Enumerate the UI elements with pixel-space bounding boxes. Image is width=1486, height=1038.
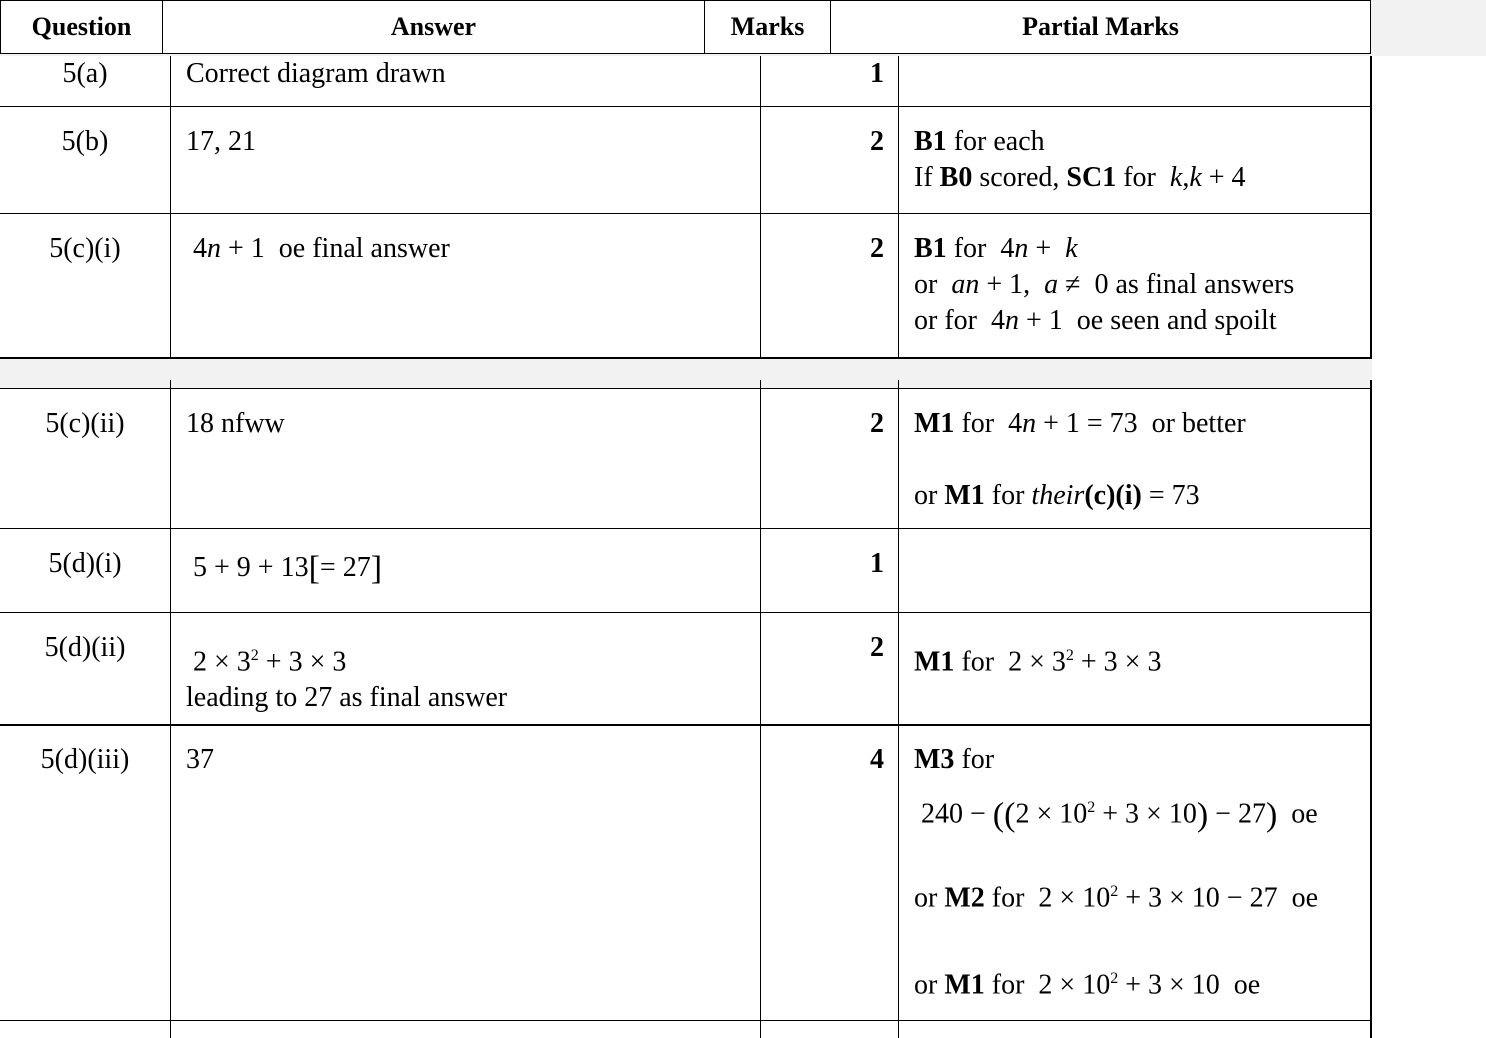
answer-cell: 17, 21 <box>186 126 256 157</box>
page-break-gap <box>0 358 1372 388</box>
partial-line: B1 for each <box>914 126 1045 157</box>
partial-line: or M2 for $2 \times 10^2 + 3 \times 10 - 27$ oe <box>914 882 1319 914</box>
column-divider <box>898 56 899 358</box>
row-divider <box>0 388 1372 389</box>
partial-line: or for 4n + 1 oe seen and spoilt <box>914 305 1277 336</box>
partial-marks-cell <box>914 406 1246 514</box>
partial-line: or an + 1, a ≠ 0 as final answers <box>914 269 1295 300</box>
column-divider <box>760 380 761 1038</box>
question-cell: 5(d)(iii) <box>40 744 130 775</box>
marks-cell: 2 <box>870 632 884 663</box>
partial-line: If B0 scored, SC1 for k,k + 4 <box>914 162 1246 193</box>
partial-line: B1 for 4n + k <box>914 233 1078 264</box>
header-question: Question <box>0 0 163 54</box>
answer-cell: 37 <box>186 744 214 775</box>
row-divider <box>0 213 1372 214</box>
question-cell: 5(b) <box>61 126 109 157</box>
answer-cell: 18 nfww <box>186 408 285 439</box>
partial-marks-cell <box>914 124 1246 196</box>
partial-marks-cell <box>914 231 1294 339</box>
answer-cell: 5 + 9 + 13[= 27] <box>186 550 383 587</box>
column-divider <box>760 56 761 358</box>
header-answer: Answer <box>162 0 705 54</box>
marks-cell: 4 <box>870 744 884 775</box>
row-divider <box>0 1020 1372 1021</box>
table-right-border <box>1370 380 1372 1038</box>
column-divider <box>170 380 171 1038</box>
marks-cell: 1 <box>870 58 884 89</box>
answer-cell: 4n + 1 oe final answer <box>186 233 450 264</box>
partial-line: $240 - ((2 \times 10^2 + 3 \times 10) - 27)$ oe <box>914 796 1318 834</box>
marks-cell: 2 <box>870 126 884 157</box>
table-right-border <box>1370 56 1372 358</box>
column-divider <box>898 380 899 1038</box>
partial-marks-cell <box>914 742 1318 1003</box>
row-divider <box>0 612 1372 613</box>
marks-cell: 2 <box>870 408 884 439</box>
question-cell: 5(a) <box>62 58 108 89</box>
answer-line: leading to 27 as final answer <box>186 682 508 714</box>
marks-cell: 2 <box>870 233 884 264</box>
header-partial-marks: Partial Marks <box>830 0 1371 54</box>
partial-line: M3 for <box>914 744 995 775</box>
question-cell: 5(c)(ii) <box>45 408 125 439</box>
partial-marks-cell <box>914 638 1161 680</box>
row-divider <box>0 528 1372 529</box>
row-divider <box>0 106 1372 107</box>
row-divider <box>0 357 1372 359</box>
partial-line: or M1 for $2 \times 10^2 + 3 \times 10$ oe <box>914 968 1261 1000</box>
header-marks: Marks <box>704 0 831 54</box>
partial-line: or M1 for their(c)(i) = 73 <box>914 480 1200 511</box>
question-cell: 5(c)(i) <box>49 233 121 264</box>
question-cell: 5(d)(i) <box>48 548 122 579</box>
question-cell: 5(d)(ii) <box>44 632 126 663</box>
partial-line: M1 for $2 \times 3^2 + 3 \times 3$ <box>914 646 1162 678</box>
answer-cell: Correct diagram drawn <box>186 58 446 89</box>
answer-cell <box>186 638 507 716</box>
answer-line: $2 \times 3^2 + 3 \times 3$ <box>186 646 347 678</box>
partial-line: M1 for 4n + 1 = 73 or better <box>914 408 1246 439</box>
marks-cell: 1 <box>870 548 884 579</box>
row-divider <box>0 724 1372 726</box>
column-divider <box>170 56 171 358</box>
